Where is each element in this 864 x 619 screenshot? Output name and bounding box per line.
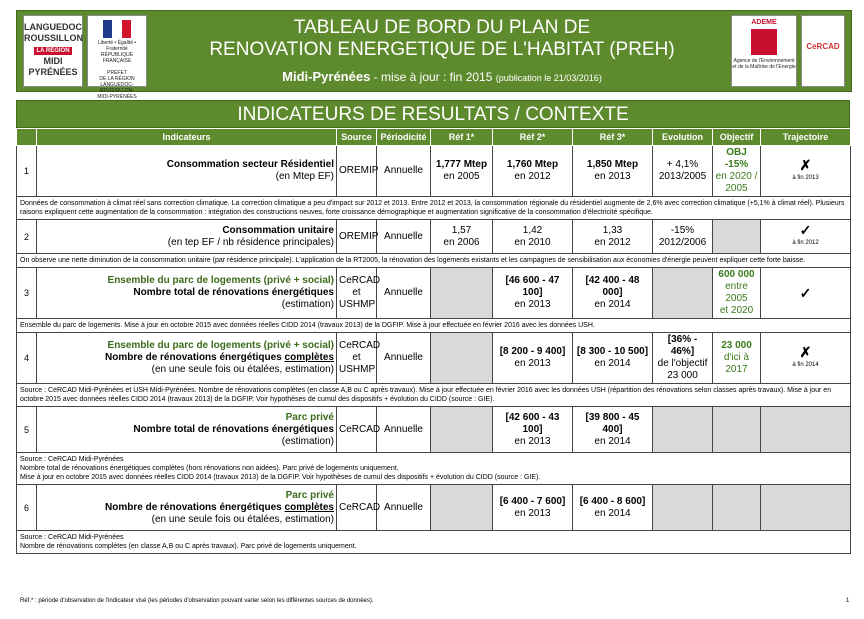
col-indicateurs: Indicateurs	[37, 129, 337, 146]
col-ref3: Réf 3*	[573, 129, 653, 146]
note-line: Nombre total de rénovations énergétiques complètes (hors rénovations non aidées). Parc privé de logements uniquement.	[20, 465, 399, 472]
evolution-period: 2012/2006	[658, 236, 707, 248]
source-cell	[337, 268, 381, 319]
evolution-cell	[653, 485, 713, 531]
source-cell: OREMIP	[337, 146, 377, 197]
indicator-cell	[37, 220, 337, 254]
cross-icon: ✗	[799, 156, 812, 173]
ref-value: 1,42	[522, 224, 543, 236]
indicator-unit: (en Mtep EF)	[275, 171, 334, 182]
table-row	[17, 146, 851, 197]
header-banner	[16, 10, 852, 100]
trajectory-cell	[761, 333, 851, 384]
row-note: Source : CeRCAD Midi-Pyrénées et USH Midi-Pyrénées. Nombre de rénovations complètes (en classe A,B ou C après travaux). Mise à jour effectuée en février 2016 avec les données USH (répartition des rénovations selon classes après travaux). Mise à jour en octobre 2015 avec données réelles CIDD 2014 (travaux 2013) de la DGFIP. Voir hypothèses de cumul des dispositifs + évolution du CIDD (source : GIE).	[17, 384, 851, 407]
ref1-cell	[431, 220, 493, 254]
row-note	[17, 531, 851, 554]
indicator-scope: Ensemble du parc de logements (privé + social)	[107, 340, 334, 351]
evolution-period: 2013/2005	[658, 171, 707, 182]
source-cell: OREMIP	[337, 220, 377, 254]
period-cell: Annuelle	[377, 268, 431, 319]
section-title-text: INDICATEURS DE RESULTATS / CONTEXTE	[237, 104, 629, 125]
objective-cell	[713, 268, 761, 319]
objective-cell	[713, 485, 761, 531]
ref-value: [39 800 - 45 400]	[585, 411, 640, 435]
prefet-logo	[87, 15, 147, 100]
evolution-line: 23 000	[667, 370, 698, 381]
ref-year: en 2014	[594, 507, 631, 519]
ademe-desc: Agence de l'Environnement et de la Maîtrise de l'Energie	[732, 58, 796, 70]
ref1-cell	[431, 268, 493, 319]
indicator-scope: Ensemble du parc de logements (privé + social)	[107, 275, 334, 286]
ref1-cell	[431, 146, 493, 197]
indicator-name: Nombre de rénovations énergétiques	[105, 501, 282, 513]
evolution-line: de l'objectif	[657, 358, 708, 369]
source-line: USHMP	[339, 299, 376, 310]
ref-value: 1,850 Mtep	[586, 159, 639, 170]
check-icon: ✓	[799, 285, 812, 301]
table-row	[17, 268, 851, 319]
row-number: 6	[17, 485, 37, 531]
region-name: Midi-Pyrénées	[282, 69, 371, 84]
region-logo-line: LANGUEDOC	[24, 22, 82, 32]
ref-value: [8 200 - 9 400]	[499, 346, 566, 357]
prefet-line: LANGUEDOC-	[100, 82, 134, 88]
objective-line: 2005	[725, 183, 748, 194]
ref-year: en 2014	[594, 435, 631, 447]
ref-value: [8 300 - 10 500]	[576, 346, 649, 357]
french-flag-icon	[103, 20, 131, 38]
objective-value: 600 000	[718, 269, 755, 280]
evolution-cell	[653, 268, 713, 319]
region-logo-line: PYRÉNÉES	[28, 67, 78, 77]
ref-year: en 2006	[443, 236, 480, 248]
note-line: Nombre de rénovations complètes (en classe A,B ou C après travaux). Parc privé de logements uniquement.	[20, 543, 357, 550]
cercad-logo	[801, 15, 845, 87]
cercad-name: CeRCAD	[806, 42, 840, 51]
indicator-scope: Parc privé	[285, 489, 334, 501]
table-header-row	[17, 129, 851, 146]
trajectory-cell	[761, 268, 851, 319]
region-logo	[23, 15, 83, 87]
period-cell: Annuelle	[377, 407, 431, 453]
table-row	[17, 407, 851, 453]
ref-year: en 2012	[594, 236, 631, 248]
note-row	[17, 531, 851, 554]
region-logo-badge: LA RÉGION	[36, 48, 70, 54]
ref-year: en 2014	[594, 358, 631, 369]
col-ref2: Réf 2*	[493, 129, 573, 146]
indicator-scope: Parc privé	[285, 411, 334, 423]
indicator-emphasis: complètes	[284, 352, 334, 363]
source-line: et	[352, 287, 361, 298]
col-periodicite: Périodicité	[377, 129, 431, 146]
col-source: Source	[337, 129, 377, 146]
source-cell: CeRCAD	[337, 407, 377, 453]
trajectory-date: à fin 2012	[792, 240, 819, 246]
objective-line: en 2020 /	[715, 171, 758, 182]
ref2-cell	[493, 407, 573, 453]
ref3-cell	[573, 146, 653, 197]
source-line: USHMP	[339, 364, 376, 375]
period-cell: Annuelle	[377, 333, 431, 384]
indicator-cell	[37, 146, 337, 197]
objective-value: 23 000	[721, 340, 752, 351]
note-line: Source : CeRCAD Midi-Pyrénées	[20, 456, 124, 463]
row-number: 3	[17, 268, 37, 319]
ref3-cell	[573, 485, 653, 531]
col-num	[17, 129, 37, 146]
indicator-cell	[37, 407, 337, 453]
evolution-cell	[653, 146, 713, 197]
ref-year: en 2013	[594, 171, 631, 182]
indicator-name: Nombre total de rénovations énergétiques	[133, 287, 334, 298]
indicator-cell	[37, 268, 337, 319]
trajectory-date: à fin 2013	[792, 174, 819, 181]
ref1-cell	[431, 485, 493, 531]
source-line: CeRCAD	[339, 340, 381, 351]
indicator-unit: (estimation)	[281, 299, 334, 310]
row-note: Ensemble du parc de logements. Mise à jour en octobre 2015 avec données réelles CIDD 2014 (travaux 2013) de la DGFIP. Mise à jour effectuée en février 2016 avec les données USH.	[17, 319, 851, 333]
objective-cell	[713, 146, 761, 197]
trajectory-cell	[761, 220, 851, 254]
evolution-value: + 4,1%	[666, 159, 699, 170]
prefet-line: DE LA RÉGION	[99, 76, 135, 82]
row-number: 1	[17, 146, 37, 197]
objective-value: OBJ -15%	[724, 147, 749, 170]
ref-year: en 2013	[514, 507, 551, 519]
indicator-unit: (en une seule fois ou étalées, estimation)	[151, 513, 334, 525]
page-subtitle	[157, 69, 727, 84]
objective-line: et 2020	[719, 305, 754, 316]
source-line: et	[352, 352, 361, 363]
indicators-table	[16, 128, 851, 554]
trajectory-cell	[761, 146, 851, 197]
ref2-cell	[493, 485, 573, 531]
note-line: Source : CeRCAD Midi-Pyrénées	[20, 534, 124, 541]
ref2-cell	[493, 268, 573, 319]
objective-cell	[713, 407, 761, 453]
evolution-cell	[653, 407, 713, 453]
period-cell: Annuelle	[377, 485, 431, 531]
ademe-logo	[731, 15, 797, 87]
source-cell	[337, 333, 381, 384]
ref3-cell	[573, 407, 653, 453]
evolution-value: [36% - 46%]	[667, 334, 698, 357]
table-row	[17, 485, 851, 531]
ref-value: 1,760 Mtep	[506, 159, 559, 170]
indicator-emphasis: complètes	[284, 501, 334, 513]
objective-line: entre 2005	[725, 281, 748, 304]
table-row	[17, 220, 851, 254]
prefet-line: MIDI-PYRÉNÉES	[97, 94, 137, 100]
ademe-emblem-icon	[751, 29, 777, 55]
ref3-cell	[573, 220, 653, 254]
ref-value: [42 400 - 48 000]	[585, 275, 640, 298]
note-line: Mise à jour en octobre 2015 avec données réelles CIDD 2014 (travaux 2013) de la DGFIP. Voir hypothèses de cumul des dispositifs + évolution du CIDD (source : GIE).	[20, 474, 541, 481]
row-note: On observe une nette diminution de la consommation unitaire (par résidence principale). L'application de la RT2005, la rénovation des logements existants et les campagnes de sensibilisation aux économies d'énergie peuvent expliquer cette forte baisse.	[17, 254, 851, 268]
row-number: 2	[17, 220, 37, 254]
ref-value: 1,57	[451, 224, 472, 236]
ref-year: en 2012	[514, 171, 551, 182]
col-trajectoire: Trajectoire	[761, 129, 851, 146]
update-date: - mise à jour : fin 2015	[370, 70, 493, 84]
prefet-line: ROUSSILLON-	[100, 88, 134, 94]
ref-value: [46 600 - 47 100]	[505, 275, 560, 298]
ref2-cell	[493, 146, 573, 197]
region-logo-line: MIDI	[43, 56, 63, 66]
ref-value: 1,33	[602, 224, 623, 236]
ref3-cell	[573, 268, 653, 319]
prefet-line: RÉPUBLIQUE FRANÇAISE	[100, 52, 134, 64]
indicator-unit: (estimation)	[281, 435, 334, 447]
period-cell: Annuelle	[377, 220, 431, 254]
footer-note: Réf.* : période d'observation de l'indicateur visé (les périodes d'observation pouvant varier selon les différentes sources de données).	[20, 598, 374, 604]
ref-value: 1,777 Mtep	[435, 159, 488, 170]
indicator-unit: (en une seule fois ou étalées, estimation)	[151, 364, 334, 375]
evolution-cell	[653, 333, 713, 384]
title-line-1: TABLEAU DE BORD DU PLAN DE	[293, 17, 591, 38]
prefet-line: Liberté • Égalité • Fraternité	[97, 40, 137, 52]
col-objectif: Objectif	[713, 129, 761, 146]
ref-year: en 2005	[443, 171, 480, 182]
title-line-2: RENOVATION ENERGETIQUE DE L'HABITAT (PREH)	[209, 39, 675, 60]
period-cell: Annuelle	[377, 146, 431, 197]
page-number: 1	[846, 598, 850, 604]
ref-year: en 2013	[514, 299, 551, 310]
trajectory-cell	[761, 407, 851, 453]
indicator-name: Nombre de rénovations énergétiques	[105, 352, 282, 363]
check-icon: ✓	[799, 222, 812, 238]
section-title	[16, 100, 850, 128]
note-row	[17, 197, 851, 220]
source-cell: CeRCAD	[337, 485, 377, 531]
row-note	[17, 453, 851, 485]
publication-date: (publication le 21/03/2016)	[495, 73, 602, 83]
ref1-cell	[431, 333, 493, 384]
evolution-cell	[653, 220, 713, 254]
source-line: CeRCAD	[339, 275, 381, 286]
ref-year: en 2010	[514, 236, 551, 248]
indicator-name: Nombre total de rénovations énergétiques	[133, 423, 334, 435]
ref2-cell	[493, 220, 573, 254]
note-row	[17, 319, 851, 333]
note-row	[17, 254, 851, 268]
objective-cell	[713, 220, 761, 254]
ref1-cell	[431, 407, 493, 453]
ref-value: [6 400 - 7 600]	[499, 495, 566, 507]
row-number: 4	[17, 333, 37, 384]
indicator-cell	[37, 485, 337, 531]
trajectory-date: à fin 2014	[792, 361, 819, 368]
table-row	[17, 333, 851, 384]
note-row	[17, 453, 851, 485]
cross-icon: ✗	[799, 343, 812, 360]
col-ref1: Réf 1*	[431, 129, 493, 146]
indicator-name: Consommation unitaire	[222, 224, 334, 236]
ref3-cell	[573, 333, 653, 384]
objective-cell	[713, 333, 761, 384]
ref-year: en 2013	[514, 358, 551, 369]
indicator-cell	[37, 333, 337, 384]
ref2-cell	[493, 333, 573, 384]
ademe-name: ADEME	[751, 19, 777, 26]
objective-line: d'ici à 2017	[723, 352, 750, 375]
page-title	[157, 17, 727, 61]
row-number: 5	[17, 407, 37, 453]
ref-value: [6 400 - 8 600]	[579, 495, 646, 507]
prefet-line: PRÉFET	[107, 70, 127, 76]
note-row	[17, 384, 851, 407]
row-note: Données de consommation à climat réel sans correction climatique. La correction climatique a peu d'impact sur 2012 et 2013. Entre 2012 et 2013, la consommation régionale du résidentiel augmente de 2,6% avec correction climatique (+5,1% à climat réel). Plusieurs raisons expliquent cette augmentation de la consommation : intégration des constructions neuves, forte croissance démographique et augmentation significative de la consommation d'électricité spécifique.	[17, 197, 851, 220]
ref-value: [42 600 - 43 100]	[505, 411, 560, 435]
trajectory-cell	[761, 485, 851, 531]
ref-year: en 2013	[514, 435, 551, 447]
indicator-unit: (en tep EF / nb résidence principales)	[167, 236, 334, 248]
evolution-value: -15%	[670, 224, 695, 236]
indicator-name: Consommation secteur Résidentiel	[166, 159, 334, 170]
col-evolution: Evolution	[653, 129, 713, 146]
region-logo-line: ROUSSILLON	[24, 33, 84, 43]
ref-year: en 2014	[594, 299, 631, 310]
